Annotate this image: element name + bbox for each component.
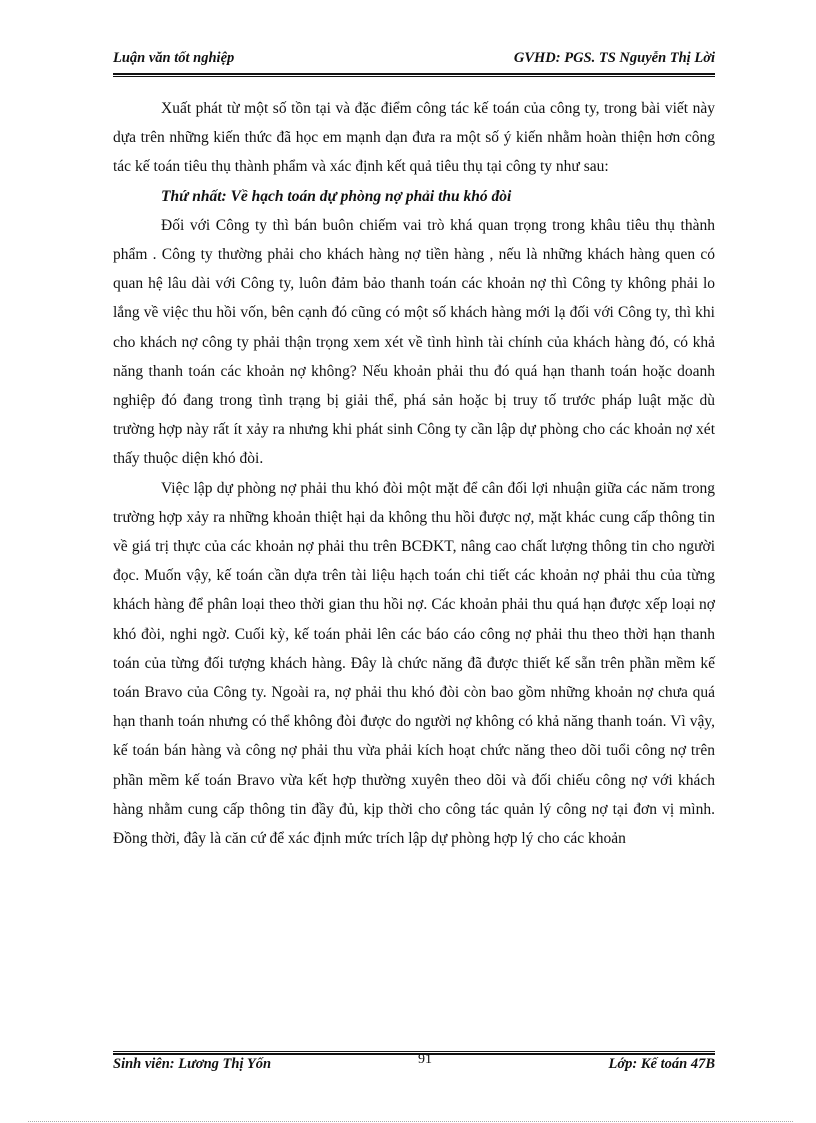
header-thesis-title: Luận văn tốt nghiệp — [113, 50, 235, 66]
header-rule-thin — [113, 76, 715, 77]
header-supervisor: GVHD: PGS. TS Nguyễn Thị Lời — [513, 50, 715, 66]
page-bottom-border — [28, 1121, 793, 1122]
section-subheading: Thứ nhất: Về hạch toán dự phòng nợ phải thu khó đòi — [161, 187, 512, 205]
page-header — [113, 50, 715, 72]
footer-student-name: Sinh viên: Lương Thị Yốn — [113, 1056, 272, 1072]
document-body — [113, 94, 715, 853]
footer-class: Lớp: Kế toán 47B — [608, 1056, 715, 1072]
page-number: 91 — [418, 1052, 432, 1067]
paragraph-provision: Việc lập dự phòng nợ phải thu khó đòi một mặt để cân đối lợi nhuận giữa các năm trong trường hợp xảy ra những khoản thiệt hại da không thu hồi được nợ, mặt khác cung cấp thông tin về giá trị thực của các khoản nợ phải thu trên BCĐKT, nâng cao chất lượng thông tin cho người đọc. Muốn vậy, kế toán cần dựa trên tài liệu hạch toán chi tiết các khoản nợ phải thu của từng khách hàng để phân loại theo thời gian thu hồi nợ. Các khoản phải thu quá hạn được xếp loại nợ khó đòi, nghi ngờ. Cuối kỳ, kế toán phải lên các báo cáo công nợ phải thu theo thời hạn thanh toán của từng đối tượng khách hàng. Đây là chức năng đã được thiết kế sẵn trên phần mềm kế toán Bravo của Công ty. Ngoài ra, nợ phải thu khó đòi còn bao gồm những khoản nợ chưa quá hạn thanh toán nhưng có thể không đòi được do người nợ không có khả năng thanh toán. Vì vậy, kế toán bán hàng và công nợ phải thu vừa phải kích hoạt chức năng theo dõi tuổi công nợ trên phần mềm kế toán Bravo vừa kết hợp thường xuyên theo dõi và đối chiếu công nợ với khách hàng nhằm cung cấp thông tin đầy đủ, kịp thời cho công tác quản lý công nợ tại đơn vị mình. Đồng thời, đây là căn cứ để xác định mức trích lập dự phòng hợp lý cho các khoản — [113, 479, 715, 848]
paragraph-intro: Xuất phát từ một số tồn tại và đặc điểm công tác kế toán của công ty, trong bài viết này dựa trên những kiến thức đã học em mạnh dạn đưa ra một số ý kiến nhằm hoàn thiện hơn công tác kế toán tiêu thụ thành phẩm và xác định kết quả tiêu thụ tại công ty như sau: — [113, 100, 715, 176]
paragraph-sales-debt: Đối với Công ty thì bán buôn chiếm vai trò khá quan trọng trong khâu tiêu thụ thành phẩm . Công ty thường phải cho khách hàng nợ tiền hàng , nếu là những khách hàng quen có quan hệ lâu dài với Công ty, luôn đảm bảo thanh toán các khoản nợ thì Công ty không phải lo lắng về việc thu hồi vốn, bên cạnh đó cũng có một số khách hàng mới lạ đối với Công ty, thì khi cho khách nợ công ty phải thận trọng xem xét về tình hình tài chính của khách hàng đó, có khả năng thanh toán các khoản nợ không? Nếu khoản phải thu đó quá hạn thanh toán hoặc doanh nghiệp đó đang trong tình trạng bị giải thể, phá sản hoặc bị truy tố trước pháp luật mặc dù trường hợp này rất ít xảy ra nhưng khi phát sinh Công ty cần lập dự phòng cho các khoản nợ xét thấy thuộc diện khó đòi. — [113, 216, 715, 468]
header-rule-thick — [113, 73, 715, 75]
